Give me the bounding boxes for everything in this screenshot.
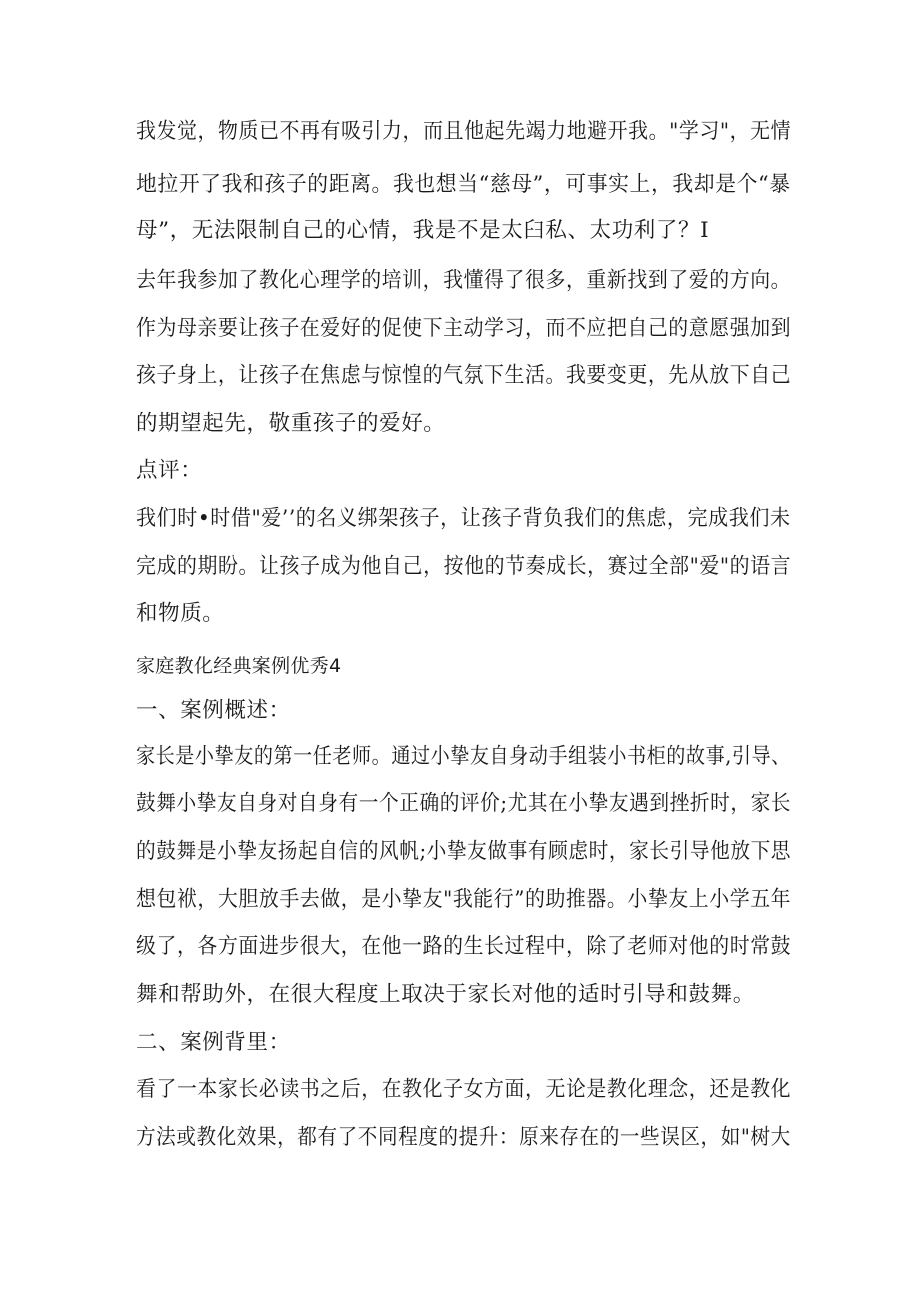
case-title: 家庭教化经典案例优秀4 — [136, 655, 342, 677]
text-line: 孩子身上，让孩子在焦虑与惊惶的气氛下生活。我要变更，先从放下自己 — [136, 363, 792, 388]
text-line: 母”，无法限制自己的心情，我是不是太臼私、太功利了？I — [136, 218, 710, 243]
section-heading: 二、案例背里： — [136, 1030, 291, 1055]
section-heading: 一、案例概述： — [136, 698, 291, 723]
text-line: 作为母亲要让孩子在爱好的促使下主动学习，而不应把自己的意愿强加到 — [136, 316, 792, 341]
text-line: 和物质。 — [136, 601, 225, 626]
text-line: 看了一本家长必读书之后，在教化子女方面，无论是教化理念，还是教化 — [136, 1077, 792, 1102]
text-line: 去年我参加了教化心理学的培训，我懂得了很多，重新找到了爱的方向。 — [136, 268, 792, 293]
text-line: 地拉开了我和孩子的距离。我也想当“慈母”，可事实上，我却是个“暴 — [136, 172, 791, 197]
text-line: 的期望起先，敬重孩子的爱好。 — [136, 411, 446, 436]
text-line: 想包袱，大胆放手去做，是小挚友"我能行”的助推器。小挚友上小学五年 — [136, 887, 792, 912]
text-line: 舞和帮助外，在很大程度上取决于家长对他的适时引导和鼓舞。 — [136, 982, 755, 1007]
text-line: 的鼓舞是小挚友扬起自信的风帆;小挚友做事有顾虑时，家长引导他放下思 — [136, 839, 792, 864]
text-line: 级了，各方面进步很大，在他一路的生长过程中，除了老师对他的时常鼓 — [136, 934, 792, 959]
text-line: 鼓舞小挚友自身对自身有一个正确的评价;尤其在小挚友遇到挫折时，家长 — [136, 791, 792, 816]
text-line: 方法或教化效果，都有了不同程度的提升：原来存在的一些误区，如"树大 — [136, 1125, 791, 1150]
text-line: 完成的期盼。让孩子成为他自己，按他的节奏成长，赛过全部"爱"的语言 — [136, 554, 792, 579]
text-line: 家长是小挚友的第一任老师。通过小挚友自身动手组装小书柜的故事,引导、 — [136, 744, 791, 769]
comment-label: 点评： — [136, 458, 203, 483]
text-line: 我发觉，物质已不再有吸引力，而且他起先竭力地避开我。"学习"，无情 — [136, 119, 792, 144]
text-line: 我们时•时借"爱’’的名义绑架孩子，让孩子背负我们的焦虑，完成我们未 — [136, 506, 791, 531]
